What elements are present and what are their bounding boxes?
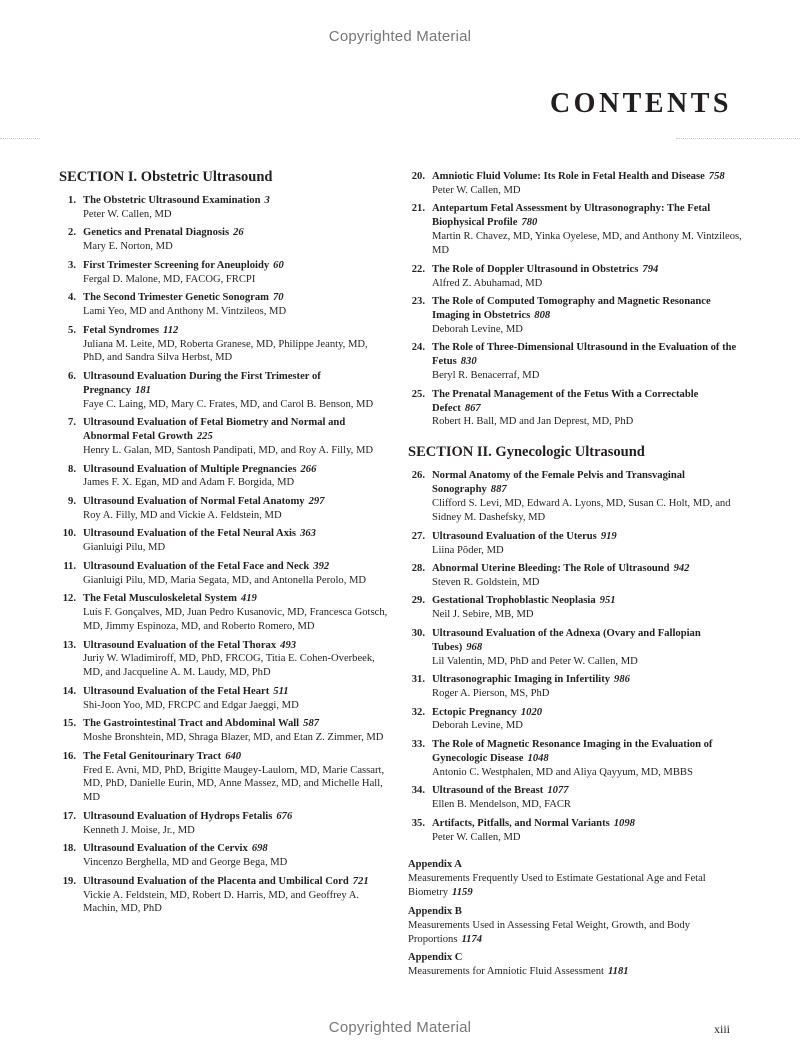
chapter-body xyxy=(83,226,391,254)
chapter-authors: Henry L. Galan, MD, Santosh Pandipati, MD, and Roy A. Filly, MD xyxy=(83,445,374,457)
chapter-entry[interactable] xyxy=(408,388,748,430)
chapter-body xyxy=(432,263,748,291)
chapter-number: 13. xyxy=(62,639,76,651)
page-number: 698 xyxy=(251,843,268,855)
toc-column-right xyxy=(408,170,748,983)
page-number: 1020 xyxy=(520,706,543,718)
chapter-entry[interactable] xyxy=(59,194,391,222)
decorative-rule-right xyxy=(676,138,800,139)
chapter-authors: Beryl R. Benacerraf, MD xyxy=(432,370,540,382)
copyright-watermark-top: Copyrighted Material xyxy=(328,28,472,45)
appendix-label: Appendix A xyxy=(408,859,462,871)
page-number: 758 xyxy=(708,171,725,182)
chapter-list xyxy=(408,469,748,844)
page-number: 70 xyxy=(272,292,284,304)
section-heading: SECTION I. Obstetric Ultrasound xyxy=(59,169,273,185)
appendix-label: Appendix B xyxy=(408,905,462,917)
chapter-entry[interactable] xyxy=(59,560,391,588)
chapter-body xyxy=(83,750,391,806)
chapter-title: First Trimester Screening for Aneuploidy xyxy=(83,259,270,271)
chapter-authors: Juriy W. Wladimiroff, MD, PhD, FRCOG, Titia E. Cohen-Overbeek, MD, and Jacqueline A. M. Laudy, MD, PhD xyxy=(83,653,375,679)
chapter-authors: Vincenzo Berghella, MD and George Bega, MD xyxy=(83,857,288,869)
chapter-body xyxy=(432,627,748,669)
chapter-title: Ultrasound Evaluation of the Uterus xyxy=(432,530,597,542)
page-number: 1181 xyxy=(607,965,629,977)
chapter-title: Ultrasound Evaluation of the Adnexa (Ovary and Fallopian Tubes) xyxy=(432,627,701,653)
chapter-body xyxy=(83,463,391,491)
chapter-entry[interactable] xyxy=(59,370,391,412)
chapter-number: 15. xyxy=(62,718,76,730)
chapter-title: Amniotic Fluid Volume: Its Role in Fetal Health and Disease xyxy=(432,171,705,182)
page-number: 1159 xyxy=(452,887,473,899)
chapter-number: 22. xyxy=(411,263,425,275)
chapter-title: Ectopic Pregnancy xyxy=(432,706,517,718)
page-number: 942 xyxy=(673,563,690,574)
chapter-number: 25. xyxy=(411,388,425,400)
chapter-title: The Prenatal Management of the Fetus With a Correctable Defect xyxy=(432,388,699,414)
chapter-title: Ultrasonographic Imaging in Infertility xyxy=(432,674,611,686)
page-number: 511 xyxy=(273,685,289,697)
chapter-entry[interactable] xyxy=(59,463,391,491)
chapter-authors: Antonio C. Westphalen, MD and Aliya Qayyum, MD, MBBS xyxy=(432,766,693,778)
chapter-title: Abnormal Uterine Bleeding: The Role of Ultrasound xyxy=(432,563,670,574)
chapter-title: Normal Anatomy of the Female Pelvis and Transvaginal Sonography xyxy=(432,470,685,496)
chapter-authors: Kenneth J. Moise, Jr., MD xyxy=(83,824,195,836)
chapter-authors: Lil Valentin, MD, PhD and Peter W. Callen, MD xyxy=(432,655,638,667)
chapter-body xyxy=(83,324,391,366)
chapter-entry[interactable] xyxy=(59,259,391,287)
chapter-title: Ultrasound Evaluation of the Fetal Neural Axis xyxy=(83,528,297,540)
appendix-entry[interactable] xyxy=(408,858,748,900)
page-number: 392 xyxy=(313,560,330,572)
chapter-title: The Gastrointestinal Tract and Abdominal Wall xyxy=(83,718,300,730)
page-number: 26 xyxy=(233,227,244,239)
chapter-title: Ultrasound Evaluation of Fetal Biometry and Normal and Abnormal Fetal Growth xyxy=(83,417,346,443)
chapter-title: Ultrasound Evaluation of Hydrops Fetalis xyxy=(83,810,273,822)
chapter-body xyxy=(432,202,748,258)
chapter-authors: Faye C. Laing, MD, Mary C. Frates, MD, and Carol B. Benson, MD xyxy=(83,398,374,410)
chapter-body xyxy=(83,370,391,412)
chapter-number: 29. xyxy=(411,595,425,607)
chapter-authors: Steven R. Goldstein, MD xyxy=(432,576,540,588)
chapter-title: The Role of Magnetic Resonance Imaging in the Evaluation of Gynecologic Disease xyxy=(432,738,713,764)
chapter-body xyxy=(83,717,391,745)
chapter-entry[interactable] xyxy=(59,639,391,681)
appendix-label: Appendix C xyxy=(408,951,463,963)
chapter-title: Ultrasound Evaluation During the First Trimester of Pregnancy xyxy=(83,370,321,396)
chapter-authors: Mary E. Norton, MD xyxy=(83,241,173,253)
copyright-watermark-bottom: Copyrighted Material xyxy=(328,1019,472,1036)
chapter-list xyxy=(408,170,748,429)
chapter-title: The Fetal Musculoskeletal System xyxy=(83,593,237,605)
chapter-number: 14. xyxy=(62,685,76,697)
page-number: 3 xyxy=(264,195,270,206)
chapter-title: Ultrasound Evaluation of the Fetal Thorax xyxy=(83,639,277,651)
chapter-number: 21. xyxy=(411,203,425,215)
page-number: 493 xyxy=(280,639,297,651)
chapter-title: Ultrasound Evaluation of the Fetal Heart xyxy=(83,685,270,697)
chapter-entry[interactable] xyxy=(408,817,748,845)
chapter-number: 28. xyxy=(411,563,425,574)
chapter-title: Gestational Trophoblastic Neoplasia xyxy=(432,595,596,607)
chapter-title: Ultrasound Evaluation of Normal Fetal Anatomy xyxy=(83,495,305,507)
chapter-title: Ultrasound Evaluation of the Placenta and Umbilical Cord xyxy=(83,875,349,887)
chapter-number: 16. xyxy=(62,750,76,762)
chapter-authors: Liina Põder, MD xyxy=(432,544,504,556)
chapter-number: 12. xyxy=(62,593,76,605)
chapter-body xyxy=(432,341,748,383)
chapter-number: 35. xyxy=(411,817,425,829)
chapter-body xyxy=(432,594,748,622)
chapter-entry[interactable] xyxy=(59,750,391,806)
chapter-entry[interactable] xyxy=(408,562,748,590)
page-number: 419 xyxy=(240,593,257,605)
chapter-number: 32. xyxy=(411,706,425,718)
chapter-entry[interactable] xyxy=(59,592,391,634)
chapter-title: Artifacts, Pitfalls, and Normal Variants xyxy=(432,817,610,829)
chapter-number: 18. xyxy=(62,843,76,855)
chapter-number: 26. xyxy=(411,470,425,482)
chapter-entry[interactable] xyxy=(408,706,748,734)
chapter-entry[interactable] xyxy=(59,291,391,319)
chapter-authors: Vickie A. Feldstein, MD, Robert D. Harris, MD, and Geoffrey A. Machin, MD, PhD xyxy=(83,889,360,915)
page-number: 986 xyxy=(614,674,630,686)
chapter-body xyxy=(83,842,391,870)
chapter-entry[interactable] xyxy=(408,263,748,291)
chapter-authors: Martin R. Chavez, MD, Yinka Oyelese, MD, and Anthony M. Vintzileos, MD xyxy=(432,231,742,257)
chapter-body xyxy=(83,685,391,713)
chapter-entry[interactable] xyxy=(59,842,391,870)
chapter-number: 2. xyxy=(68,227,76,239)
appendix-title: Measurements Used in Assessing Fetal Weight, Growth, and Body Proportions xyxy=(408,919,691,945)
page-number: 830 xyxy=(460,356,477,368)
chapter-body xyxy=(83,639,391,681)
chapter-body xyxy=(83,810,391,838)
chapter-title: The Role of Three-Dimensional Ultrasound in the Evaluation of the Fetus xyxy=(432,342,737,368)
chapter-title: The Role of Computed Tomography and Magnetic Resonance Imaging in Obstetrics xyxy=(432,296,711,321)
page-number: 181 xyxy=(135,384,151,396)
chapter-body xyxy=(432,170,748,198)
page-number: 808 xyxy=(534,309,551,321)
toc-column-left xyxy=(59,168,391,921)
chapter-title: Ultrasound Evaluation of the Fetal Face and Neck xyxy=(83,560,310,572)
appendix-title: Measurements Frequently Used to Estimate Gestational Age and Fetal Biometry xyxy=(408,873,706,899)
chapter-entry[interactable] xyxy=(408,594,748,622)
chapter-title: Ultrasound of the Breast xyxy=(432,785,544,797)
page-number: 794 xyxy=(642,263,659,275)
chapter-entry[interactable] xyxy=(59,324,391,366)
chapter-entry[interactable] xyxy=(408,341,748,383)
chapter-number: 3. xyxy=(68,259,76,271)
chapter-entry[interactable] xyxy=(59,875,391,917)
page-number: 867 xyxy=(464,402,481,414)
chapter-body xyxy=(432,738,748,780)
chapter-number: 33. xyxy=(411,738,425,750)
chapter-list xyxy=(59,194,391,916)
chapter-entry[interactable] xyxy=(408,784,748,812)
appendix-entry[interactable] xyxy=(408,951,748,979)
chapter-authors: Alfred Z. Abuhamad, MD xyxy=(432,277,543,289)
page-folio: xiii xyxy=(713,1022,730,1036)
chapter-number: 34. xyxy=(411,785,425,797)
chapter-title: Antepartum Fetal Assessment by Ultrasonography: The Fetal Biophysical Profile xyxy=(432,203,711,229)
chapter-entry[interactable] xyxy=(408,202,748,258)
chapter-title: The Obstetric Ultrasound Examination xyxy=(83,195,261,206)
chapter-body xyxy=(432,817,748,845)
chapter-authors: James F. X. Egan, MD and Adam F. Borgida, MD xyxy=(83,477,295,489)
chapter-title: Fetal Syndromes xyxy=(83,324,160,336)
chapter-entry[interactable] xyxy=(408,170,748,198)
chapter-body xyxy=(432,388,748,430)
chapter-body xyxy=(83,259,391,287)
chapter-authors: Peter W. Callen, MD xyxy=(432,184,521,196)
chapter-entry[interactable] xyxy=(59,717,391,745)
chapter-authors: Clifford S. Levi, MD, Edward A. Lyons, MD, Susan C. Holt, MD, and Sidney M. Dashefsky, MD xyxy=(432,498,731,524)
chapter-authors: Moshe Bronshtein, MD, Shraga Blazer, MD, and Etan Z. Zimmer, MD xyxy=(83,732,384,744)
chapter-body xyxy=(432,706,748,734)
chapter-number: 19. xyxy=(62,875,76,887)
chapter-number: 8. xyxy=(68,463,76,475)
appendix-list xyxy=(408,858,748,978)
chapter-body xyxy=(83,560,391,588)
chapter-body xyxy=(83,416,391,458)
chapter-authors: Roger A. Pierson, MS, PhD xyxy=(432,688,550,700)
page-number: 1174 xyxy=(461,933,483,945)
chapter-number: 30. xyxy=(411,627,425,639)
appendix-title: Measurements for Amniotic Fluid Assessment xyxy=(408,965,604,977)
chapter-entry[interactable] xyxy=(59,495,391,523)
chapter-authors: Luís F. Gonçalves, MD, Juan Pedro Kusanovic, MD, Francesca Gotsch, MD, Jimmy Espinoza, MD, and Roberto Romero, MD xyxy=(83,607,388,632)
chapter-body xyxy=(432,673,748,701)
chapter-entry[interactable] xyxy=(59,527,391,555)
chapter-entry[interactable] xyxy=(59,226,391,254)
chapter-number: 1. xyxy=(68,195,76,206)
chapter-authors: Fred E. Avni, MD, PhD, Brigitte Maugey-Laulom, MD, Marie Cassart, MD, PhD, Danielle Eurin, MD, Anne Massez, MD, and Michelle Hall, MD xyxy=(83,764,385,804)
page-number: 266 xyxy=(300,463,317,475)
chapter-entry[interactable] xyxy=(408,673,748,701)
page-number: 951 xyxy=(599,595,616,607)
page-title: CONTENTS xyxy=(549,88,732,119)
chapter-title: Ultrasound Evaluation of Multiple Pregnancies xyxy=(83,463,297,475)
appendix-entry[interactable] xyxy=(408,905,748,947)
page-number: 968 xyxy=(466,641,483,653)
page-number: 60 xyxy=(273,259,284,271)
page-number: 363 xyxy=(300,528,316,540)
chapter-authors: Fergal D. Malone, MD, FACOG, FRCPI xyxy=(83,273,256,285)
page-number: 919 xyxy=(600,530,617,542)
chapter-entry[interactable] xyxy=(408,627,748,669)
chapter-title: The Second Trimester Genetic Sonogram xyxy=(83,292,269,304)
chapter-number: 7. xyxy=(68,417,76,429)
chapter-body xyxy=(83,875,391,917)
chapter-number: 10. xyxy=(62,528,76,540)
chapter-body xyxy=(83,495,391,523)
chapter-title: Ultrasound Evaluation of the Cervix xyxy=(83,843,248,855)
page-number: 721 xyxy=(352,875,369,887)
chapter-title: Genetics and Prenatal Diagnosis xyxy=(83,227,230,239)
chapter-authors: Roy A. Filly, MD and Vickie A. Feldstein, MD xyxy=(83,509,282,521)
page-number: 1048 xyxy=(527,752,549,764)
chapter-number: 24. xyxy=(411,342,425,354)
page-number: 1077 xyxy=(547,785,569,797)
chapter-number: 17. xyxy=(62,810,76,822)
chapter-authors: Gianluigi Pilu, MD, Maria Segata, MD, and Antonella Perolo, MD xyxy=(83,574,367,586)
chapter-title: The Fetal Genitourinary Tract xyxy=(83,750,222,762)
chapter-number: 31. xyxy=(411,674,425,686)
chapter-authors: Lami Yeo, MD and Anthony M. Vintzileos, MD xyxy=(83,306,287,318)
chapter-body xyxy=(432,295,748,337)
chapter-body xyxy=(432,530,748,558)
chapter-authors: Robert H. Ball, MD and Jan Deprest, MD, PhD xyxy=(432,416,634,428)
chapter-number: 4. xyxy=(68,292,76,304)
chapter-entry[interactable] xyxy=(59,685,391,713)
chapter-number: 20. xyxy=(411,171,425,182)
chapter-authors: Deborah Levine, MD xyxy=(432,720,523,732)
chapter-number: 23. xyxy=(411,296,425,308)
chapter-entry[interactable] xyxy=(408,530,748,558)
chapter-authors: Neil J. Sebire, MB, MD xyxy=(432,609,534,621)
chapter-body xyxy=(83,527,391,555)
chapter-authors: Shi-Joon Yoo, MD, FRCPC and Edgar Jaeggi, MD xyxy=(83,699,299,711)
chapter-body xyxy=(83,592,391,634)
chapter-number: 27. xyxy=(411,530,425,542)
page-number: 297 xyxy=(308,495,325,507)
chapter-authors: Deborah Levine, MD xyxy=(432,323,523,335)
page-number: 676 xyxy=(276,810,293,822)
page-number: 112 xyxy=(163,324,179,336)
chapter-entry[interactable] xyxy=(408,295,748,337)
chapter-authors: Juliana M. Leite, MD, Roberta Granese, MD, Philippe Jeanty, MD, PhD, and Sandra Silva Herbst, MD xyxy=(83,338,368,364)
page-number: 225 xyxy=(196,431,213,443)
chapter-body xyxy=(432,469,748,525)
chapter-authors: Peter W. Callen, MD xyxy=(432,831,521,843)
chapter-entry[interactable] xyxy=(408,469,748,525)
chapter-body xyxy=(432,562,748,590)
page-number: 780 xyxy=(521,217,538,229)
chapter-authors: Ellen B. Mendelson, MD, FACR xyxy=(432,799,571,811)
page-number: 640 xyxy=(225,750,242,762)
section-heading: SECTION II. Gynecologic Ultrasound xyxy=(408,444,645,461)
chapter-number: 6. xyxy=(68,370,76,382)
chapter-body xyxy=(83,291,391,319)
chapter-body xyxy=(83,194,391,222)
chapter-entry[interactable] xyxy=(408,738,748,780)
chapter-number: 11. xyxy=(63,560,76,572)
chapter-number: 5. xyxy=(68,324,76,336)
page-number: 887 xyxy=(490,484,507,496)
chapter-authors: Peter W. Callen, MD xyxy=(83,208,172,220)
chapter-authors: Gianluigi Pilu, MD xyxy=(83,542,166,554)
decorative-rule-left xyxy=(0,138,40,139)
chapter-body xyxy=(432,784,748,812)
chapter-entry[interactable] xyxy=(59,416,391,458)
chapter-entry[interactable] xyxy=(59,810,391,838)
page-number: 1098 xyxy=(613,817,635,829)
page-number: 587 xyxy=(303,718,320,730)
chapter-number: 9. xyxy=(68,495,76,507)
chapter-title: The Role of Doppler Ultrasound in Obstetrics xyxy=(432,263,639,275)
